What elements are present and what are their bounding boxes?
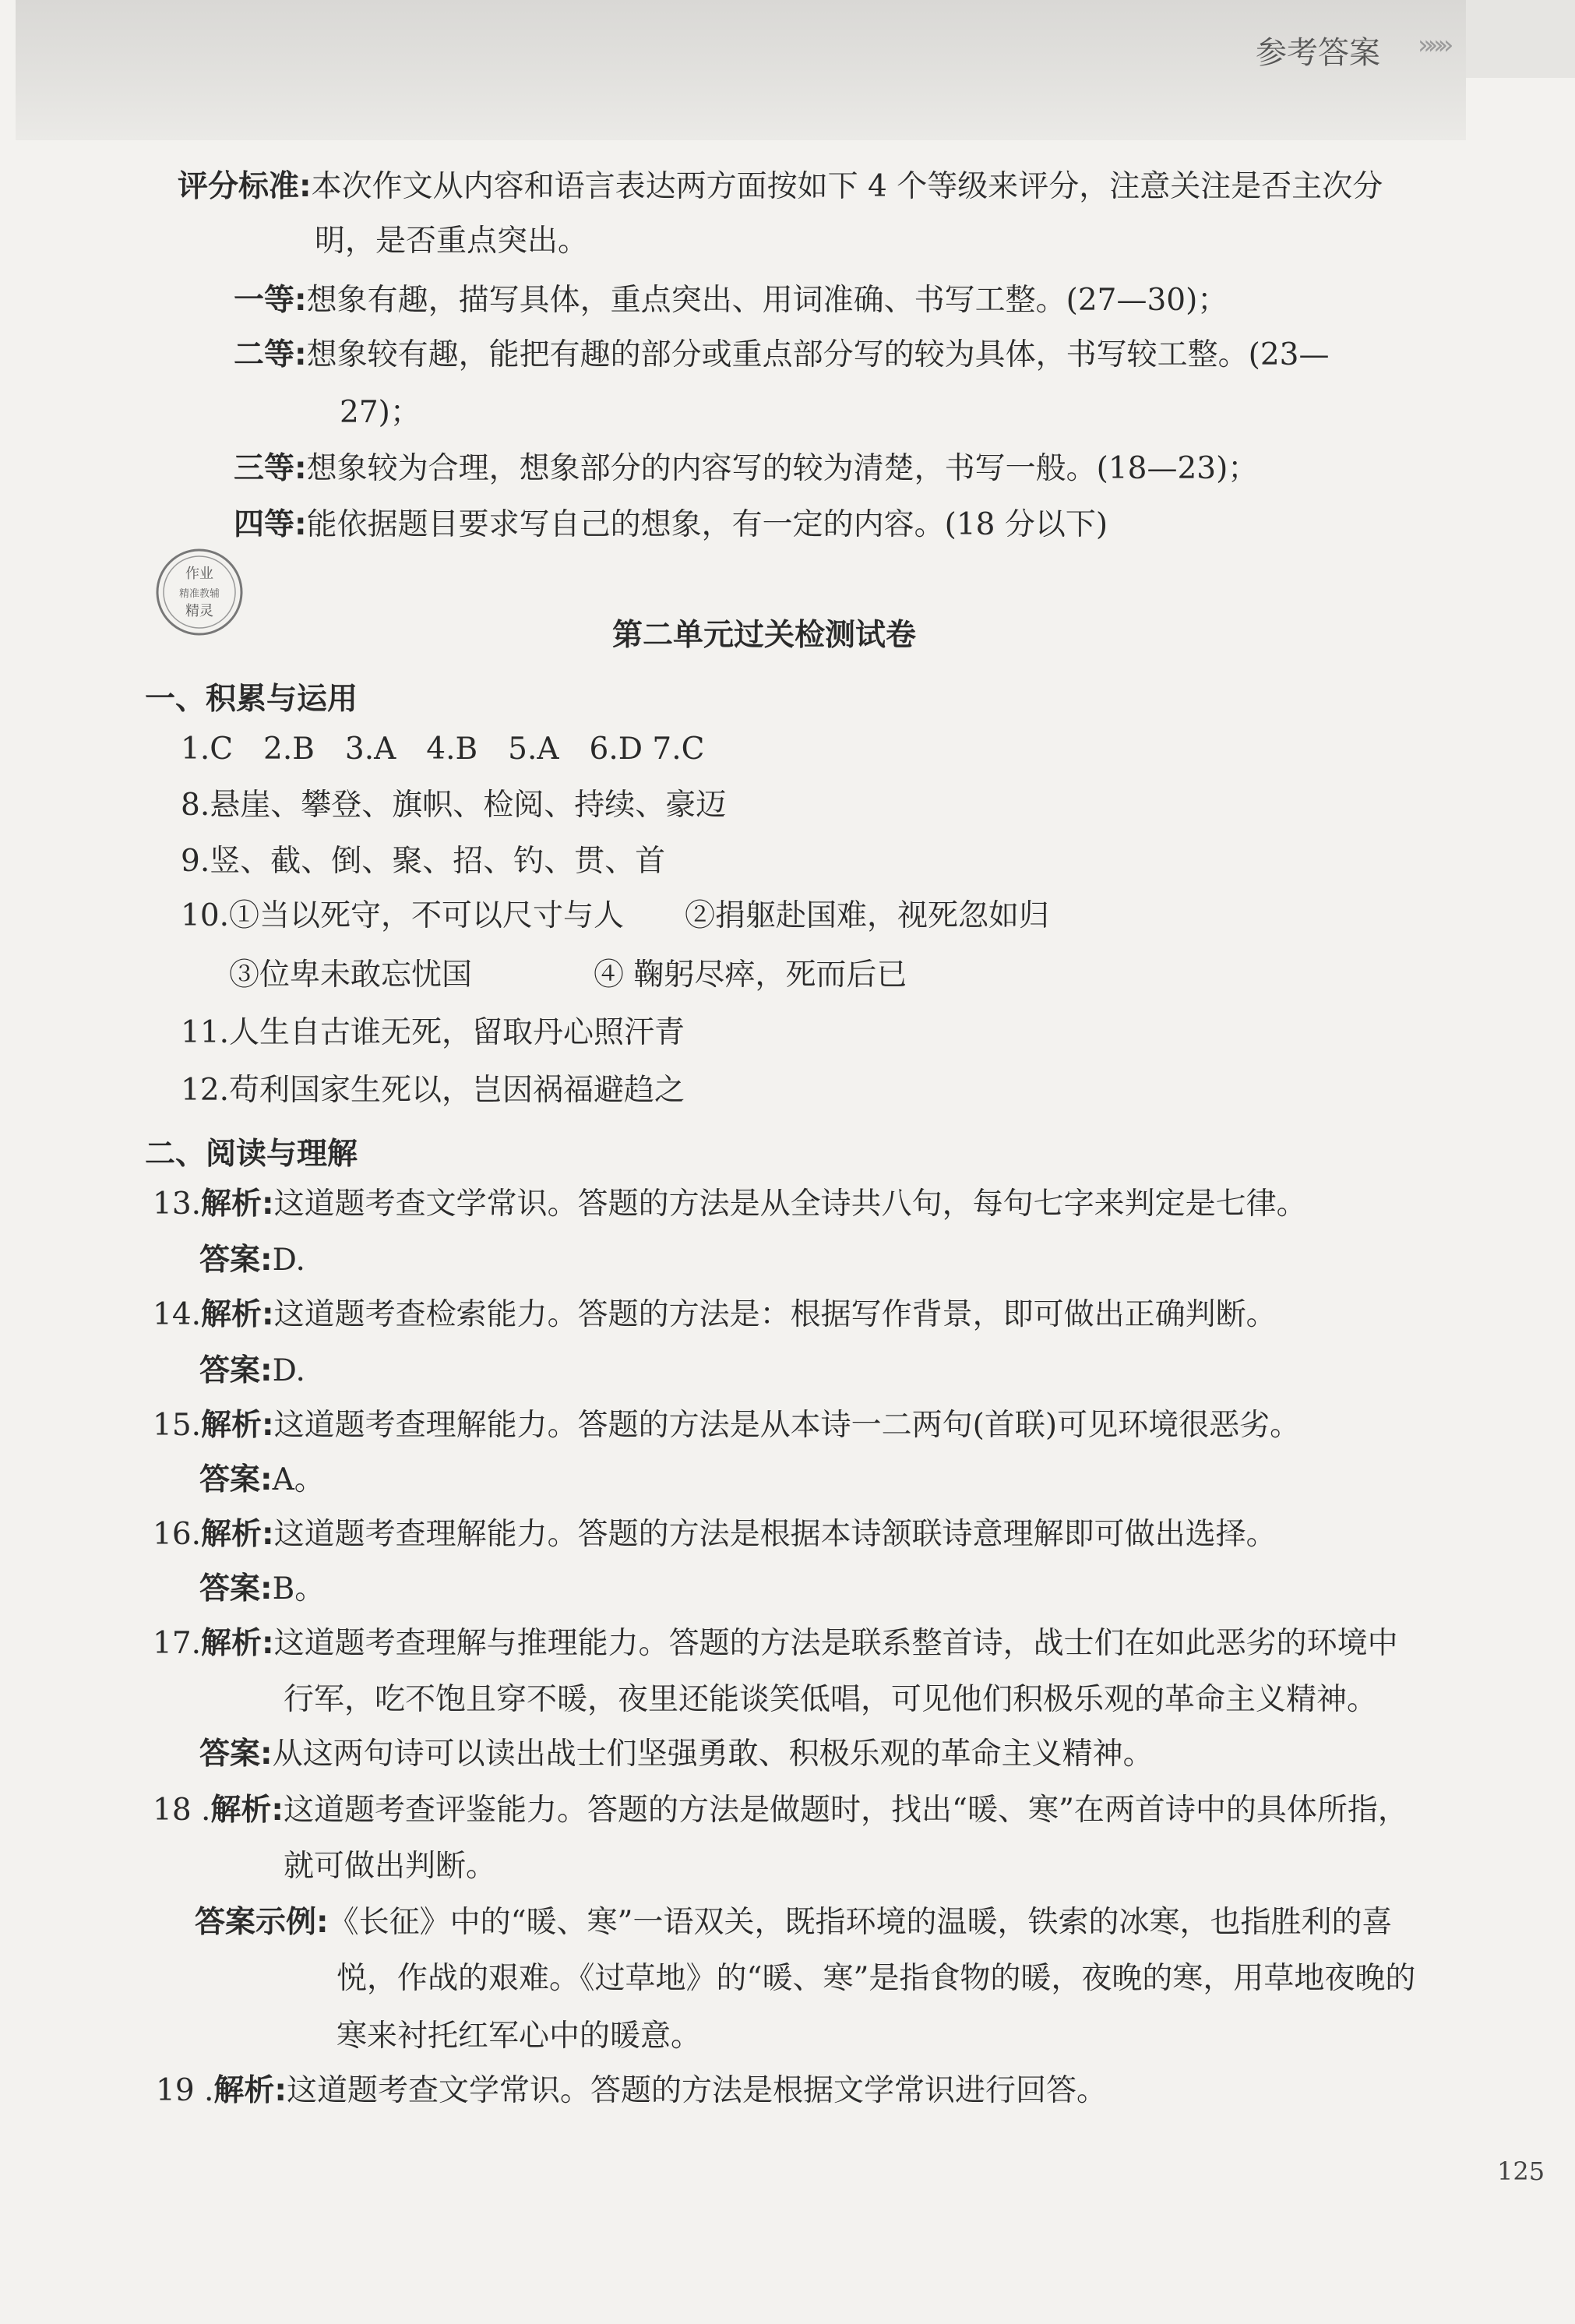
answer-line: 9.竖、截、倒、聚、招、钓、贯、首 xyxy=(181,844,666,879)
answer-text: A。 xyxy=(272,1462,325,1497)
q18-analysis-cont: 就可做出判断。 xyxy=(284,1849,497,1884)
header-right-band xyxy=(1466,0,1575,78)
q18-answer-cont: 寒来衬托红军心中的暖意。 xyxy=(336,2019,702,2054)
q18-analysis xyxy=(153,1792,1408,1829)
q15-analysis xyxy=(153,1407,1300,1444)
q14-answer xyxy=(199,1352,305,1390)
grading-level-2-cont: 27)； xyxy=(340,395,421,430)
q-num: 17. xyxy=(153,1626,202,1661)
svg-text:精灵: 精灵 xyxy=(185,603,213,619)
answer-label: 答案示例: xyxy=(195,1905,329,1940)
section-heading-1: 一、积累与运用 xyxy=(145,682,358,717)
grading-intro-line xyxy=(178,168,1383,206)
q19-analysis xyxy=(156,2072,1107,2110)
analysis-text: 这道题考查评鉴能力。答题的方法是做题时，找出“暖、寒”在两首诗中的具体所指， xyxy=(284,1793,1408,1828)
header-label: 参考答案 xyxy=(1256,35,1380,71)
q-num: 16. xyxy=(153,1517,202,1552)
answer-label: 答案: xyxy=(199,1571,273,1606)
q13-analysis xyxy=(153,1186,1307,1223)
q-num: 19 . xyxy=(156,2073,214,2108)
q18-answer xyxy=(195,1904,1393,1941)
page-number: 125 xyxy=(1497,2156,1545,2186)
grading-intro-label: 评分标准: xyxy=(178,169,312,204)
answer-line: 8.悬崖、攀登、旗帜、检阅、持续、豪迈 xyxy=(181,788,727,823)
answer-label: 答案: xyxy=(199,1353,273,1388)
answer-line: 10.①当以死守，不可以尺寸与人 ②捐躯赴国难，视死忽如归 xyxy=(181,898,1050,933)
q18-answer-cont: 悦，作战的艰难。《过草地》的“暖、寒”是指食物的暖，夜晚的寒，用草地夜晚的 xyxy=(336,1961,1416,1996)
level-text: 想象较为合理，想象部分的内容写的较为清楚，书写一般。(18—23)； xyxy=(306,451,1259,486)
grading-intro-line-2: 明，是否重点突出。 xyxy=(315,224,589,259)
svg-text:作业: 作业 xyxy=(185,566,213,582)
q17-analysis xyxy=(153,1625,1398,1663)
answer-label: 答案: xyxy=(199,1737,273,1772)
unit-title: 第二单元过关检测试卷 xyxy=(612,617,917,653)
analysis-label: 解析: xyxy=(201,1517,274,1552)
q16-answer xyxy=(199,1571,325,1608)
section-heading-2: 二、阅读与理解 xyxy=(145,1137,358,1172)
level-text: 想象较有趣，能把有趣的部分或重点部分写的较为具体，书写较工整。(23— xyxy=(306,337,1330,372)
header-band xyxy=(16,0,1466,140)
level-text: 能依据题目要求写自己的想象，有一定的内容。(18 分以下) xyxy=(306,507,1108,542)
level-label: 四等: xyxy=(234,507,307,542)
q16-analysis xyxy=(153,1516,1277,1553)
answer-line: 1.C 2.B 3.A 4.B 5.A 6.D 7.C xyxy=(181,732,705,767)
answer-line: 11.人生自古谁无死，留取丹心照汗青 xyxy=(181,1015,685,1050)
answer-line: ③位卑未敢忘忧国 ④ 鞠躬尽瘁，死而后已 xyxy=(229,957,907,993)
grading-level-1 xyxy=(234,282,1228,319)
analysis-text: 这道题考查理解能力。答题的方法是根据本诗颔联诗意理解即可做出选择。 xyxy=(273,1517,1277,1552)
analysis-label: 解析: xyxy=(201,1297,274,1332)
analysis-label: 解析: xyxy=(201,1408,274,1443)
q14-analysis xyxy=(153,1296,1277,1334)
analysis-text: 这道题考查文学常识。答题的方法是从全诗共八句，每句七字来判定是七律。 xyxy=(273,1187,1307,1222)
analysis-label: 解析: xyxy=(213,2073,287,2108)
q13-answer xyxy=(199,1242,305,1279)
q15-answer xyxy=(199,1462,325,1499)
answer-text: D. xyxy=(272,1243,305,1278)
grading-level-3 xyxy=(234,450,1258,488)
answer-label: 答案: xyxy=(199,1243,273,1278)
answer-text: B。 xyxy=(272,1571,326,1606)
analysis-text: 这道题考查文学常识。答题的方法是根据文学常识进行回答。 xyxy=(287,2073,1108,2108)
q-num: 15. xyxy=(153,1408,202,1443)
q17-analysis-cont: 行军，吃不饱且穿不暖，夜里还能谈笑低唱，可见他们积极乐观的革命主义精神。 xyxy=(284,1682,1378,1717)
analysis-label: 解析: xyxy=(201,1626,274,1661)
analysis-text: 这道题考查理解与推理能力。答题的方法是联系整首诗，战士们在如此恶劣的环境中 xyxy=(273,1626,1398,1661)
stamp-logo xyxy=(153,545,246,639)
level-label: 一等: xyxy=(234,283,307,318)
q-num: 14. xyxy=(153,1297,202,1332)
level-label: 二等: xyxy=(234,337,307,372)
svg-text:精准教辅: 精准教辅 xyxy=(178,588,220,600)
analysis-text: 这道题考查理解能力。答题的方法是从本诗一二两句(首联)可见环境很恶劣。 xyxy=(273,1408,1301,1443)
grading-intro-text: 本次作文从内容和语言表达两方面按如下 4 个等级来评分，注意关注是否主次分 xyxy=(311,169,1383,204)
answer-text: 《长征》中的“暖、寒”一语双关，既指环境的温暖，铁索的冰寒，也指胜利的喜 xyxy=(328,1905,1393,1940)
q-num: 13. xyxy=(153,1187,202,1222)
answer-line: 12.苟利国家生死以，岂因祸福避趋之 xyxy=(181,1073,685,1108)
grading-level-2 xyxy=(234,337,1329,374)
q-num: 18 . xyxy=(153,1793,211,1828)
analysis-text: 这道题考查检索能力。答题的方法是：根据写作背景，即可做出正确判断。 xyxy=(273,1297,1277,1332)
analysis-label: 解析: xyxy=(210,1793,284,1828)
grading-level-4 xyxy=(234,506,1108,544)
level-label: 三等: xyxy=(234,451,307,486)
answer-label: 答案: xyxy=(199,1462,273,1497)
answer-text: 从这两句诗可以读出战士们坚强勇敢、积极乐观的革命主义精神。 xyxy=(272,1737,1154,1772)
q17-answer xyxy=(199,1736,1154,1773)
chevron-right-icon: »»» xyxy=(1418,30,1448,61)
analysis-label: 解析: xyxy=(201,1187,274,1222)
answer-text: D. xyxy=(272,1353,305,1388)
level-text: 想象有趣，描写具体，重点突出、用词准确、书写工整。(27—30)； xyxy=(306,283,1228,318)
